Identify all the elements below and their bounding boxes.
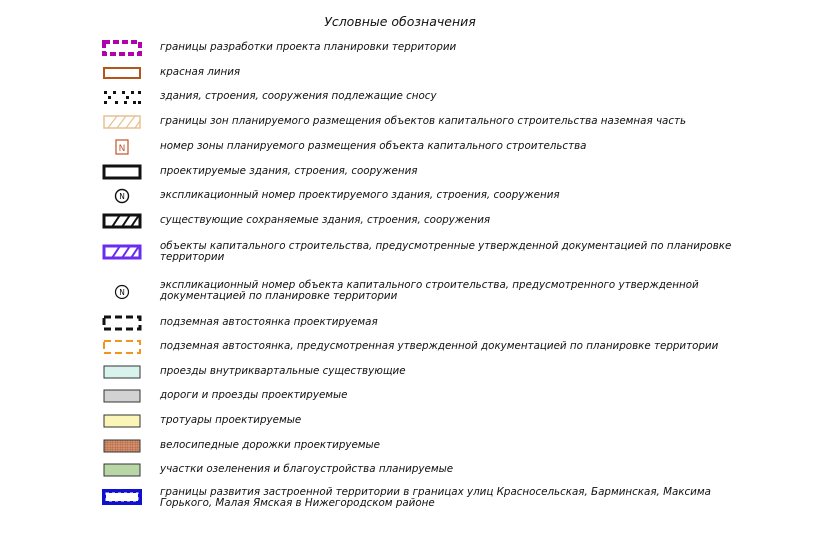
legend-item-label: проектируемые здания, строения, сооружения: [160, 165, 418, 177]
legend-item: [0, 486, 827, 512]
legend-item: [0, 362, 827, 382]
zone-number-mark: N: [118, 144, 126, 154]
legend-item-label: номер зоны планируемого размещения объекта капитального строительства: [160, 140, 587, 152]
legend-item-label: границы разработки проекта планировки территории: [160, 41, 457, 53]
legend-item-label: границы развития застроенной территории в границах улиц Красносельская, Барминская, Максима Горького, Малая Ямская в Нижегородском районе: [160, 486, 711, 509]
sidewalk-icon: [100, 412, 144, 430]
approved-building-icon: [100, 243, 144, 261]
planned-road-icon: [100, 387, 144, 405]
legend-item-label: экспликационный номер проектируемого здания, строения, сооружения: [160, 189, 560, 201]
legend-item: [0, 162, 827, 182]
legend-item: [0, 211, 827, 231]
greenery-icon: [100, 461, 144, 479]
circle-number-icon: [100, 187, 144, 205]
existing-driveway-icon: [100, 363, 144, 381]
legend-item-label: границы зон планируемого размещения объектов капитального строительства наземная часть: [160, 115, 687, 127]
legend-item: [0, 38, 827, 58]
legend-item: [0, 386, 827, 406]
legend-item: [0, 137, 827, 157]
legend-item: [0, 313, 827, 333]
legend-item: [0, 186, 827, 206]
legend-item-label: тротуары проектируемые: [160, 414, 302, 426]
legend-item: [0, 87, 827, 107]
magenta-dashed-boundary-icon: [100, 39, 144, 57]
hatched-zone-icon: [100, 113, 144, 131]
legend-item: [0, 279, 827, 305]
legend-item: [0, 460, 827, 480]
legend-item: [0, 240, 827, 266]
legend-item: [0, 411, 827, 431]
legend-item: [0, 436, 827, 456]
underground-parking-icon: [100, 314, 144, 332]
legend-item-label: проезды внутриквартальные существующие: [160, 365, 406, 377]
legend-item-label: подземная автостоянка, предусмотренная утвержденной документацией по планировке территории: [160, 340, 719, 352]
legend-item: [0, 112, 827, 132]
legend-item: [0, 337, 827, 357]
legend-item: [0, 63, 827, 83]
legend-item-label: экспликационный номер объекта капитального строительства, предусмотренного утвержденной документацией по планировке территории: [160, 279, 699, 302]
legend-item-label: здания, строения, сооружения подлежащие сносу: [160, 90, 437, 102]
legend-item-label: участки озеленения и благоустройства планируемые: [160, 463, 454, 475]
legend-title: Условные обозначения: [324, 14, 476, 29]
legend-item-label: красная линия: [160, 66, 241, 78]
planned-building-icon: [100, 163, 144, 181]
circle-number-mark: N: [119, 288, 125, 297]
legend-item-label: велосипедные дорожки проектируемые: [160, 439, 381, 451]
legend-item-label: подземная автостоянка проектируемая: [160, 316, 378, 328]
circle-number-mark: N: [119, 192, 125, 201]
legend-item-label: объекты капитального строительства, предусмотренные утвержденной документацией по планировке территории: [160, 240, 732, 263]
circle-number-icon: [100, 283, 144, 301]
existing-building-icon: [100, 212, 144, 230]
development-boundary-icon: [100, 488, 144, 506]
demolition-dots-icon: [100, 88, 144, 106]
zone-number-icon: [100, 138, 144, 156]
bike-path-icon: [100, 437, 144, 455]
red-line-icon: [100, 64, 144, 82]
legend-item-label: существующие сохраняемые здания, строения, сооружения: [160, 214, 491, 226]
legend-item-label: дороги и проезды проектируемые: [160, 389, 348, 401]
approved-underground-parking-icon: [100, 338, 144, 356]
